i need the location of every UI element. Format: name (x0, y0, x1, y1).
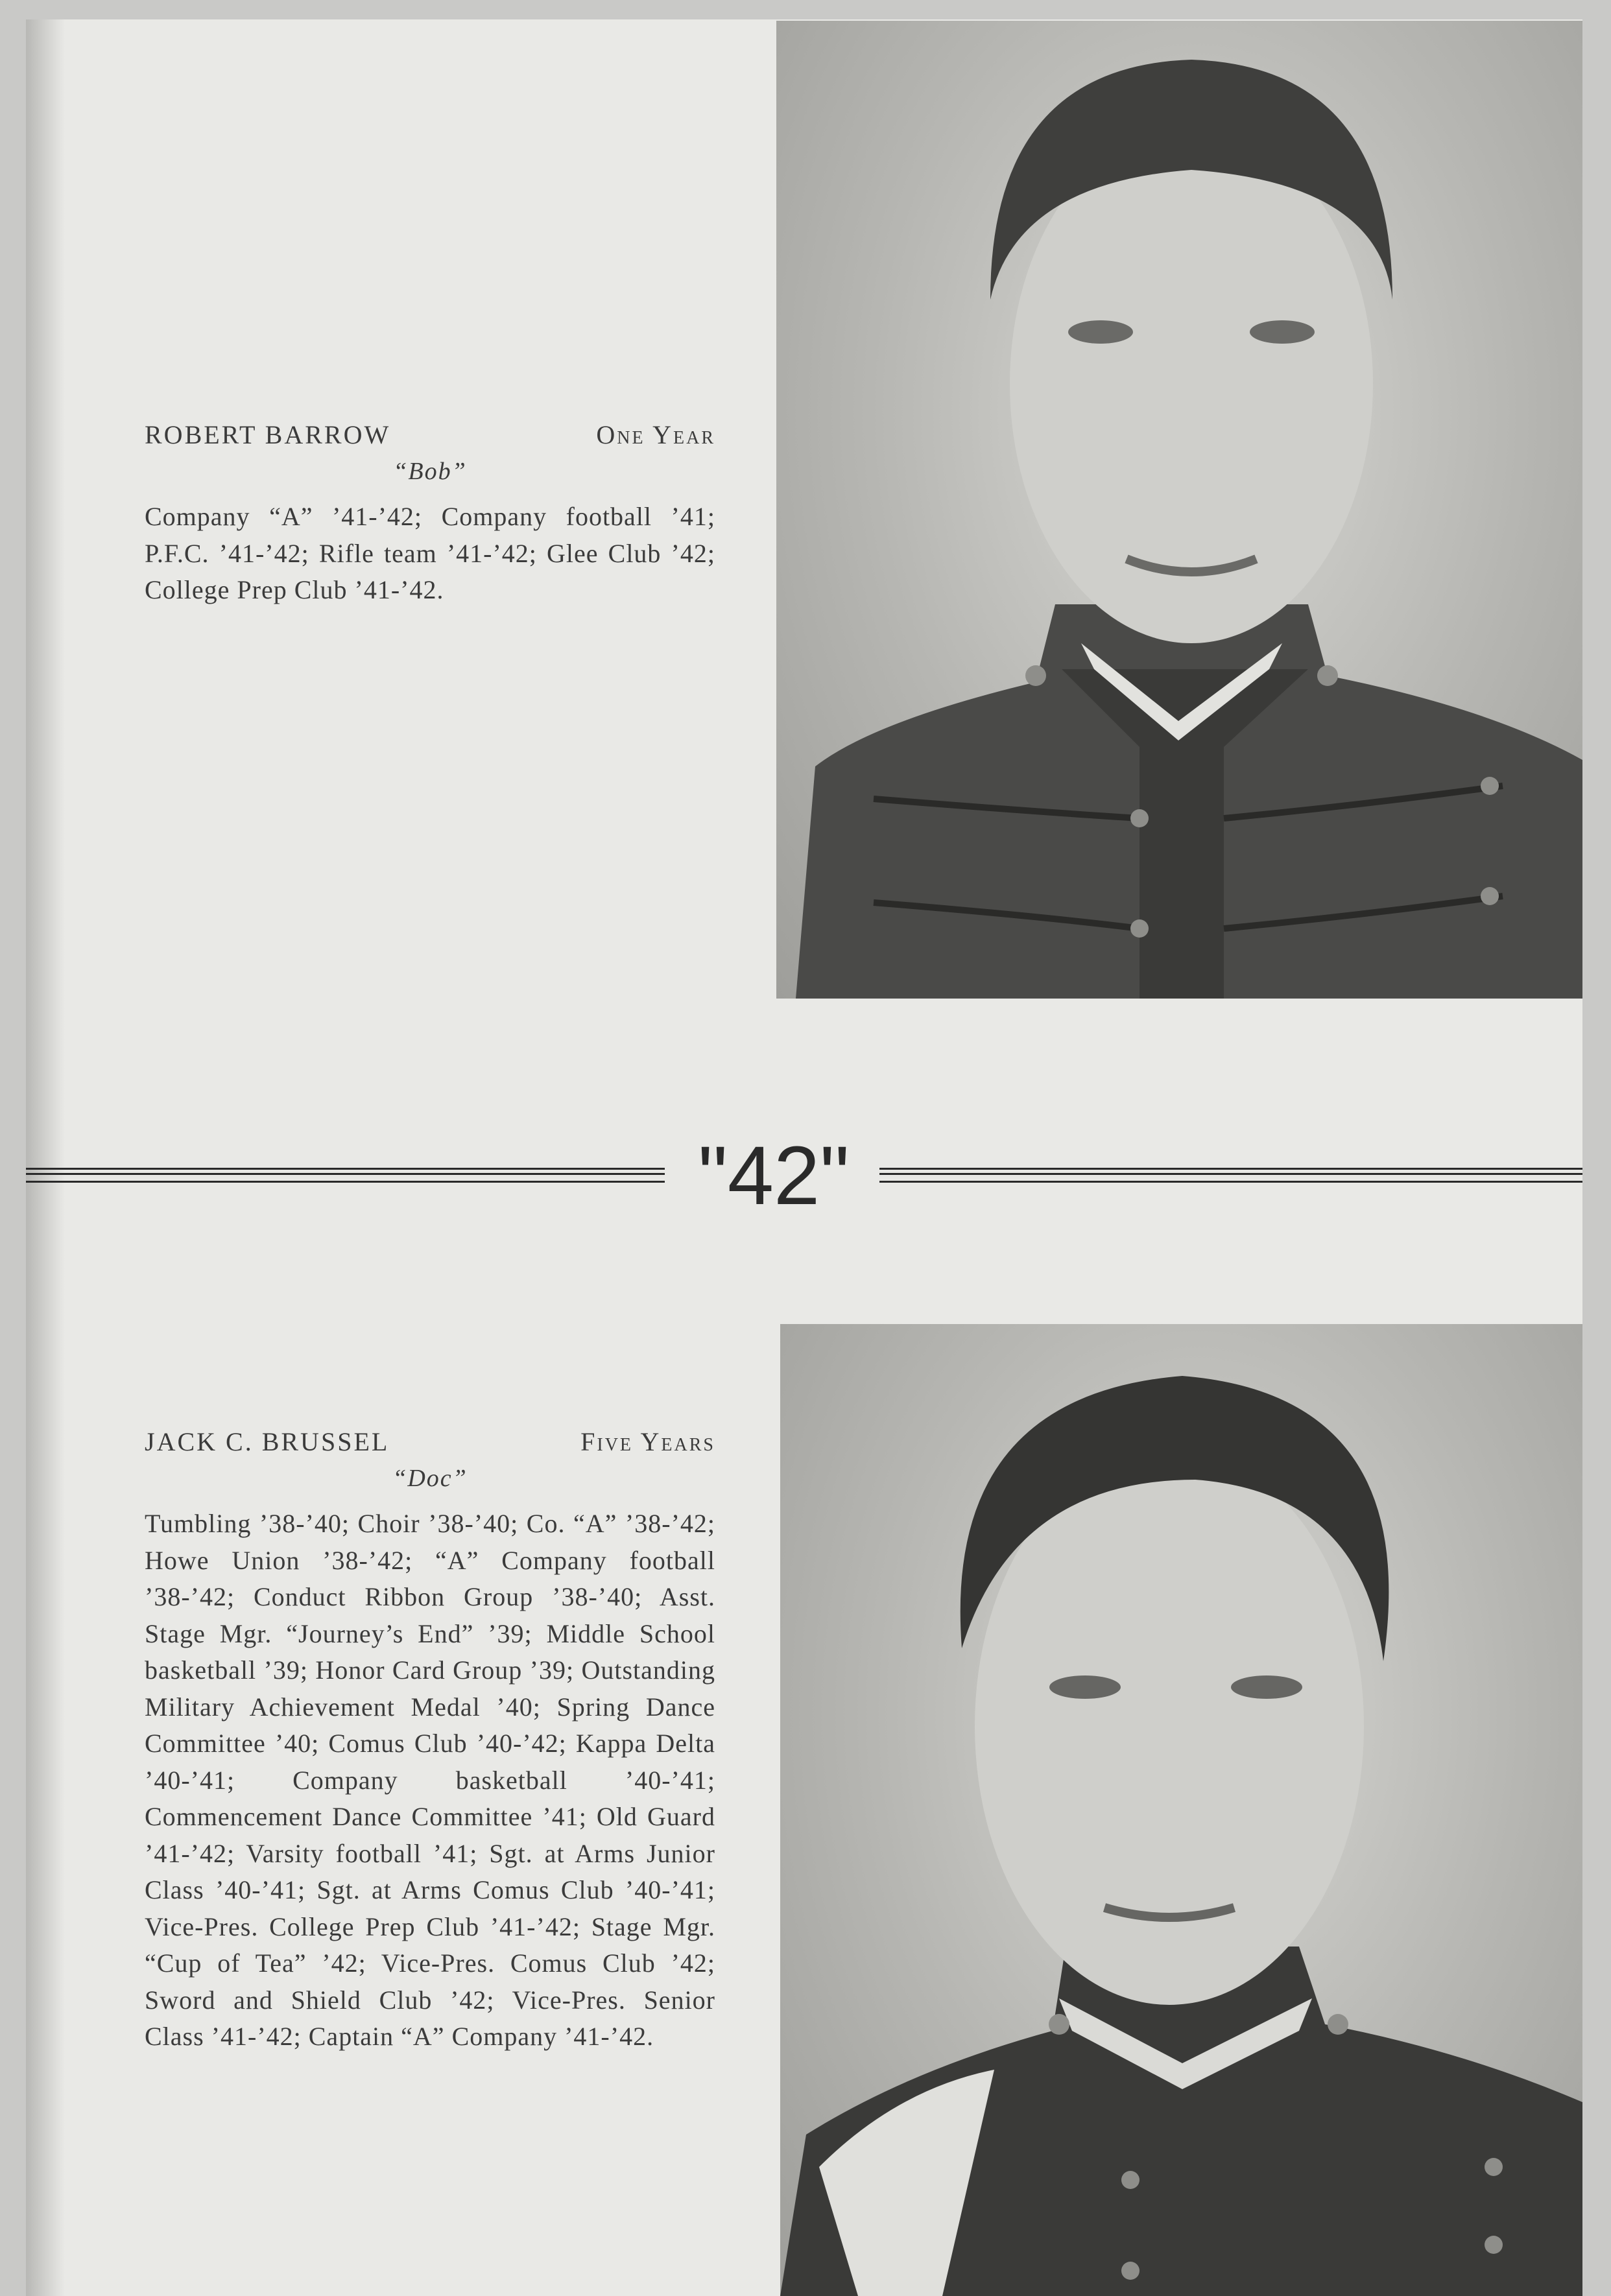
activities-text: Company “A” ’41-’42; Company football ’41; P.F.C. ’41-’42; Rifle team ’41-’42; Glee Club ’42; College Prep Club ’41-’42. (145, 502, 715, 604)
years-attended: Five Years (580, 1427, 715, 1456)
class-year-label: "42" (698, 1130, 850, 1222)
activities-text: Tumbling ’38-’40; Choir ’38-’40; Co. “A” ’38-’42; Howe Union ’38-’42; “A” Company football ’38-’42; Conduct Ribbon Group ’38-’40; Asst. Stage Mgr. “Journey’s End” ’39; Middle School basketball ’39; Honor Card Group ’39; Outstanding Military Achievement Medal ’40; Spring Dance Committee ’40; Comus Club ’40-’42; Kappa Delta ’40-’41; Company basketball ’40-’41; Commencement Dance Committee ’41; Old Guard ’41-’42; Varsity football ’41; Sgt. at Arms Junior Class ’40-’41; Sgt. at Arms Comus Club ’40-’41; Vice-Pres. College Prep Club ’41-’42; Stage Mgr. “Cup of Tea” ’42; Vice-Pres. Comus Club ’42; Sword and Shield Club ’42; Vice-Pres. Senior Class ’41-’42; Captain “A” Company ’41-’42. (145, 1509, 715, 2051)
senior-entry-barrow (145, 420, 715, 609)
senior-nickname: “Doc” (392, 1465, 468, 1492)
senior-name: ROBERT BARROW (145, 420, 391, 449)
senior-nickname: “Bob” (393, 458, 467, 485)
class-year-divider (26, 1128, 1582, 1225)
yearbook-page (26, 19, 1582, 2296)
divider-rule-right (879, 1168, 1582, 1183)
entry-header (145, 1426, 715, 1464)
years-attended: One Year (596, 420, 715, 449)
senior-name: JACK C. BRUSSEL (145, 1427, 390, 1456)
senior-portrait-barrow (776, 21, 1582, 999)
senior-entry-brussel (145, 1426, 715, 2055)
divider-rule-left (26, 1168, 665, 1183)
entry-header (145, 420, 715, 457)
senior-portrait-brussel (780, 1324, 1582, 2296)
